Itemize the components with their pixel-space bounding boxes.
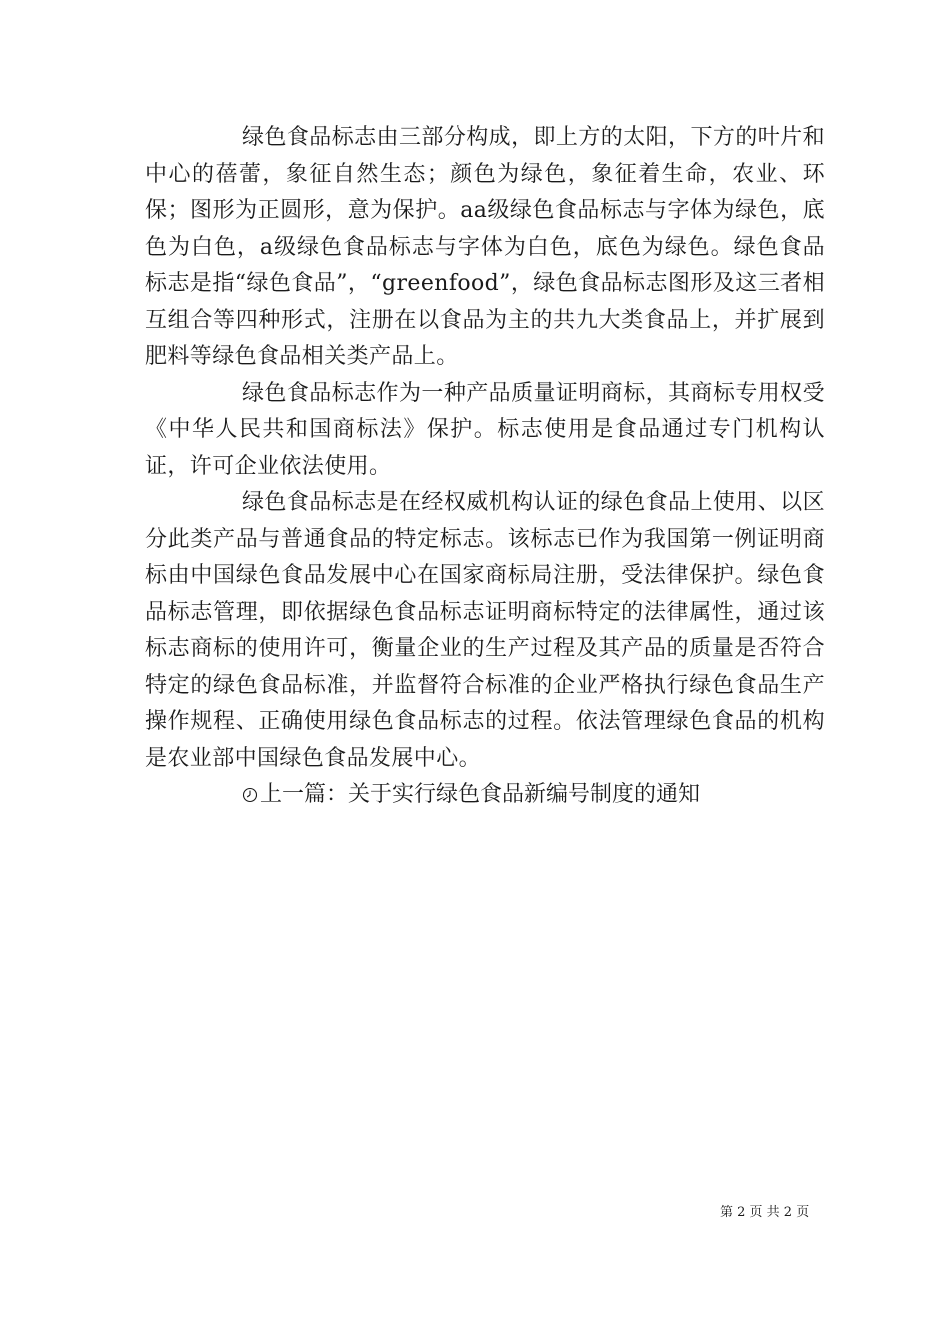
previous-article-label: 上一篇：关于实行绿色食品新编号制度的通知 bbox=[260, 782, 701, 807]
paragraph-logo-management: 绿色食品标志是在经权威机构认证的绿色食品上使用、以区分此类产品与普通食品的特定标志。该标志已作为我国第一例证明商标由中国绿色食品发展中心在国家商标局注册，受法律保护。绿色食品标志管理，即依据绿色食品标志证明商标特定的法律属性，通过该标志商标的使用许可，衡量企业的生产过程及其产品的质量是否符合特定的绿色食品标准，并监督符合标准的企业严格执行绿色食品生产操作规程、正确使用绿色食品标志的过程。依法管理绿色食品的机构是农业部中国绿色食品发展中心。 bbox=[145, 490, 825, 771]
document-body bbox=[145, 120, 825, 814]
paragraph-trademark-protection: 绿色食品标志作为一种产品质量证明商标，其商标专用权受《中华人民共和国商标法》保护。标志使用是食品通过专门机构认证，许可企业依法使用。 bbox=[145, 380, 825, 479]
clock-icon bbox=[242, 787, 258, 803]
paragraph-green-food-logo-composition: 绿色食品标志由三部分构成，即上方的太阳，下方的叶片和中心的蓓蕾，象征自然生态；颜色为绿色，象征着生命，农业、环保；图形为正圆形，意为保护。aa级绿色食品标志与字体为绿色，底色为白色，a级绿色食品标志与字体为白色，底色为绿色。绿色食品标志是指“绿色食品”，“greenfood”，绿色食品标志图形及这三者相互组合等四种形式，注册在以食品为主的共九大类食品上，并扩展到肥料等绿色食品相关类产品上。 bbox=[145, 125, 825, 369]
previous-article-link[interactable] bbox=[145, 777, 825, 814]
page-number-footer: 第 2 页 共 2 页 bbox=[720, 1205, 810, 1220]
